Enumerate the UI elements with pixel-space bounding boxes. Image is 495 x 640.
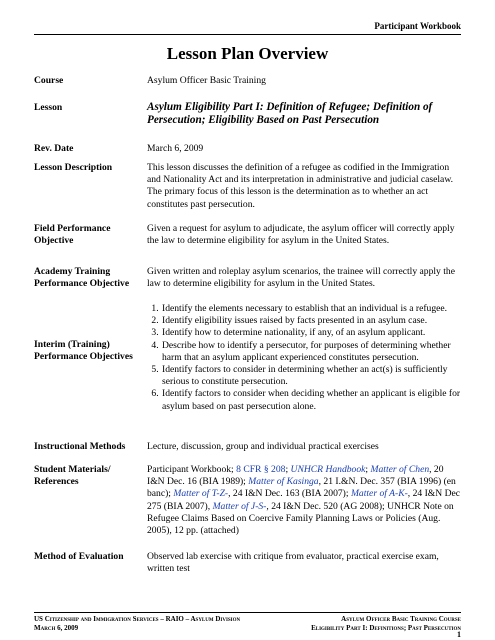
page-title: Lesson Plan Overview (166, 44, 329, 63)
footer-lesson: Eligibility Part I: Definitions; Past Persecution (311, 624, 461, 632)
objectives-list (147, 303, 461, 413)
field-performance-label-line2: Objective (34, 235, 74, 247)
footer-rule (34, 612, 461, 613)
interim-training-label-line2: Performance Objectives (34, 351, 133, 363)
student-materials-value (147, 464, 461, 537)
student-materials-label-line1: Student Materials/ (34, 464, 111, 475)
objective-item: 6. Identify factors to consider when deciding whether an applicant is eligible for asylum based on past persecution alone. (161, 388, 461, 412)
materials-text: ; (365, 464, 371, 475)
evaluation-value: Observed lab exercise with critique from evaluator, practical exercise exam, written test (147, 551, 439, 575)
materials-text: , 20 I&N Dec. 16 (BIA 1989); (147, 464, 444, 488)
evaluation-label: Method of Evaluation (34, 551, 124, 562)
footer-left (34, 615, 240, 633)
materials-text: ; (285, 464, 291, 475)
interim-training-objectives (147, 303, 461, 413)
footer-right (311, 615, 461, 633)
student-materials-label-line2: References (34, 476, 79, 488)
objective-item: 4. Describe how to identify a persecutor, for purposes of determining whether harm that an asylum applicant experienced constitutes persecution. (161, 340, 461, 364)
objective-item: 2. Identify eligibility issues raised by facts presented in an asylum case. (161, 315, 461, 327)
matter-of-kasinga-link[interactable]: Matter of Kasinga (248, 476, 319, 488)
field-performance-label (34, 223, 146, 247)
objective-item: 1. Identify the elements necessary to establish that an individual is a refugee. (161, 303, 461, 315)
instructional-methods-label: Instructional Methods (34, 441, 126, 452)
lesson-label: Lesson (34, 102, 63, 113)
materials-text: Participant Workbook; (147, 464, 237, 475)
course-label: Course (34, 75, 64, 86)
rev-date-label: Rev. Date (34, 143, 74, 154)
materials-text: , 21 I.&N. Dec. 357 (BIA 1996) (en banc); (147, 476, 456, 500)
footer-agency: US Citizenship and Immigration Services – RAIO – Asylum Division (34, 615, 241, 623)
academy-training-label (34, 266, 146, 290)
academy-training-label-line2: Performance Objective (34, 278, 130, 290)
header-rule (34, 34, 461, 35)
materials-text: , 24 I&N Dec. 163 (BIA 2007); (228, 488, 351, 500)
unhcr-handbook-link[interactable]: UNHCR Handbook (290, 464, 366, 475)
matter-of-chen-link[interactable]: Matter of Chen (370, 464, 430, 475)
footer-course: Asylum Officer Basic Training Course (341, 615, 461, 623)
academy-training-label-line1: Academy Training (34, 266, 111, 277)
matter-of-t-z-link[interactable]: Matter of T-Z- (173, 488, 229, 500)
objective-item: 3. Identify how to determine nationality, if any, of an asylum applicant. (161, 327, 461, 339)
student-materials-label (34, 464, 146, 488)
footer-date: March 6, 2009 (34, 624, 79, 632)
rev-date-value: March 6, 2009 (147, 143, 204, 154)
header-label: Participant Workbook (374, 21, 461, 31)
page-number: 1 (457, 630, 461, 639)
instructional-methods-value: Lecture, discussion, group and individual practical exercises (147, 441, 379, 452)
course-value: Asylum Officer Basic Training (147, 75, 266, 86)
objective-item: 5. Identify factors to consider in determining whether an act(s) is sufficiently serious to constitute persecution. (161, 364, 461, 388)
interim-training-label (34, 339, 146, 363)
cfr-link[interactable]: 8 CFR § 208 (236, 464, 286, 475)
field-performance-label-line1: Field Performance (34, 223, 111, 234)
materials-text: , 24 I&N Dec 275 (BIA 2007), (147, 488, 461, 512)
academy-training-value: Given written and roleplay asylum scenarios, the trainee will correctly apply the law to determine eligibility for asylum in the United States. (147, 266, 455, 290)
matter-of-j-s-link[interactable]: Matter of J-S- (212, 500, 267, 512)
lesson-description-label: Lesson Description (34, 162, 113, 173)
matter-of-a-k-link[interactable]: Matter of A-K- (350, 488, 408, 500)
lesson-value: Asylum Eligibility Part I: Definition of Refugee; Definition of Persecution; Eligibility Based on Past Persecution (147, 101, 433, 127)
lesson-description-value: This lesson discusses the definition of a refugee as codified in the Immigration and Nationality Act and its interpretation in administrative and judicial caselaw. The primary focus of this lesson is the determination as to whether an act constitutes past persecution. (147, 162, 454, 210)
materials-text: , 24 I&N Dec. 520 (AG 2008); UNHCR Note on Refugee Claims Based on Coercive Family Planning Laws or Policies (Aug. 2005), 12 pp. (attached) (147, 500, 454, 537)
field-performance-value: Given a request for asylum to adjudicate, the asylum officer will correctly apply the law to determine eligibility for asylum in the United States. (147, 223, 455, 247)
interim-training-label-line1: Interim (Training) (34, 339, 110, 350)
